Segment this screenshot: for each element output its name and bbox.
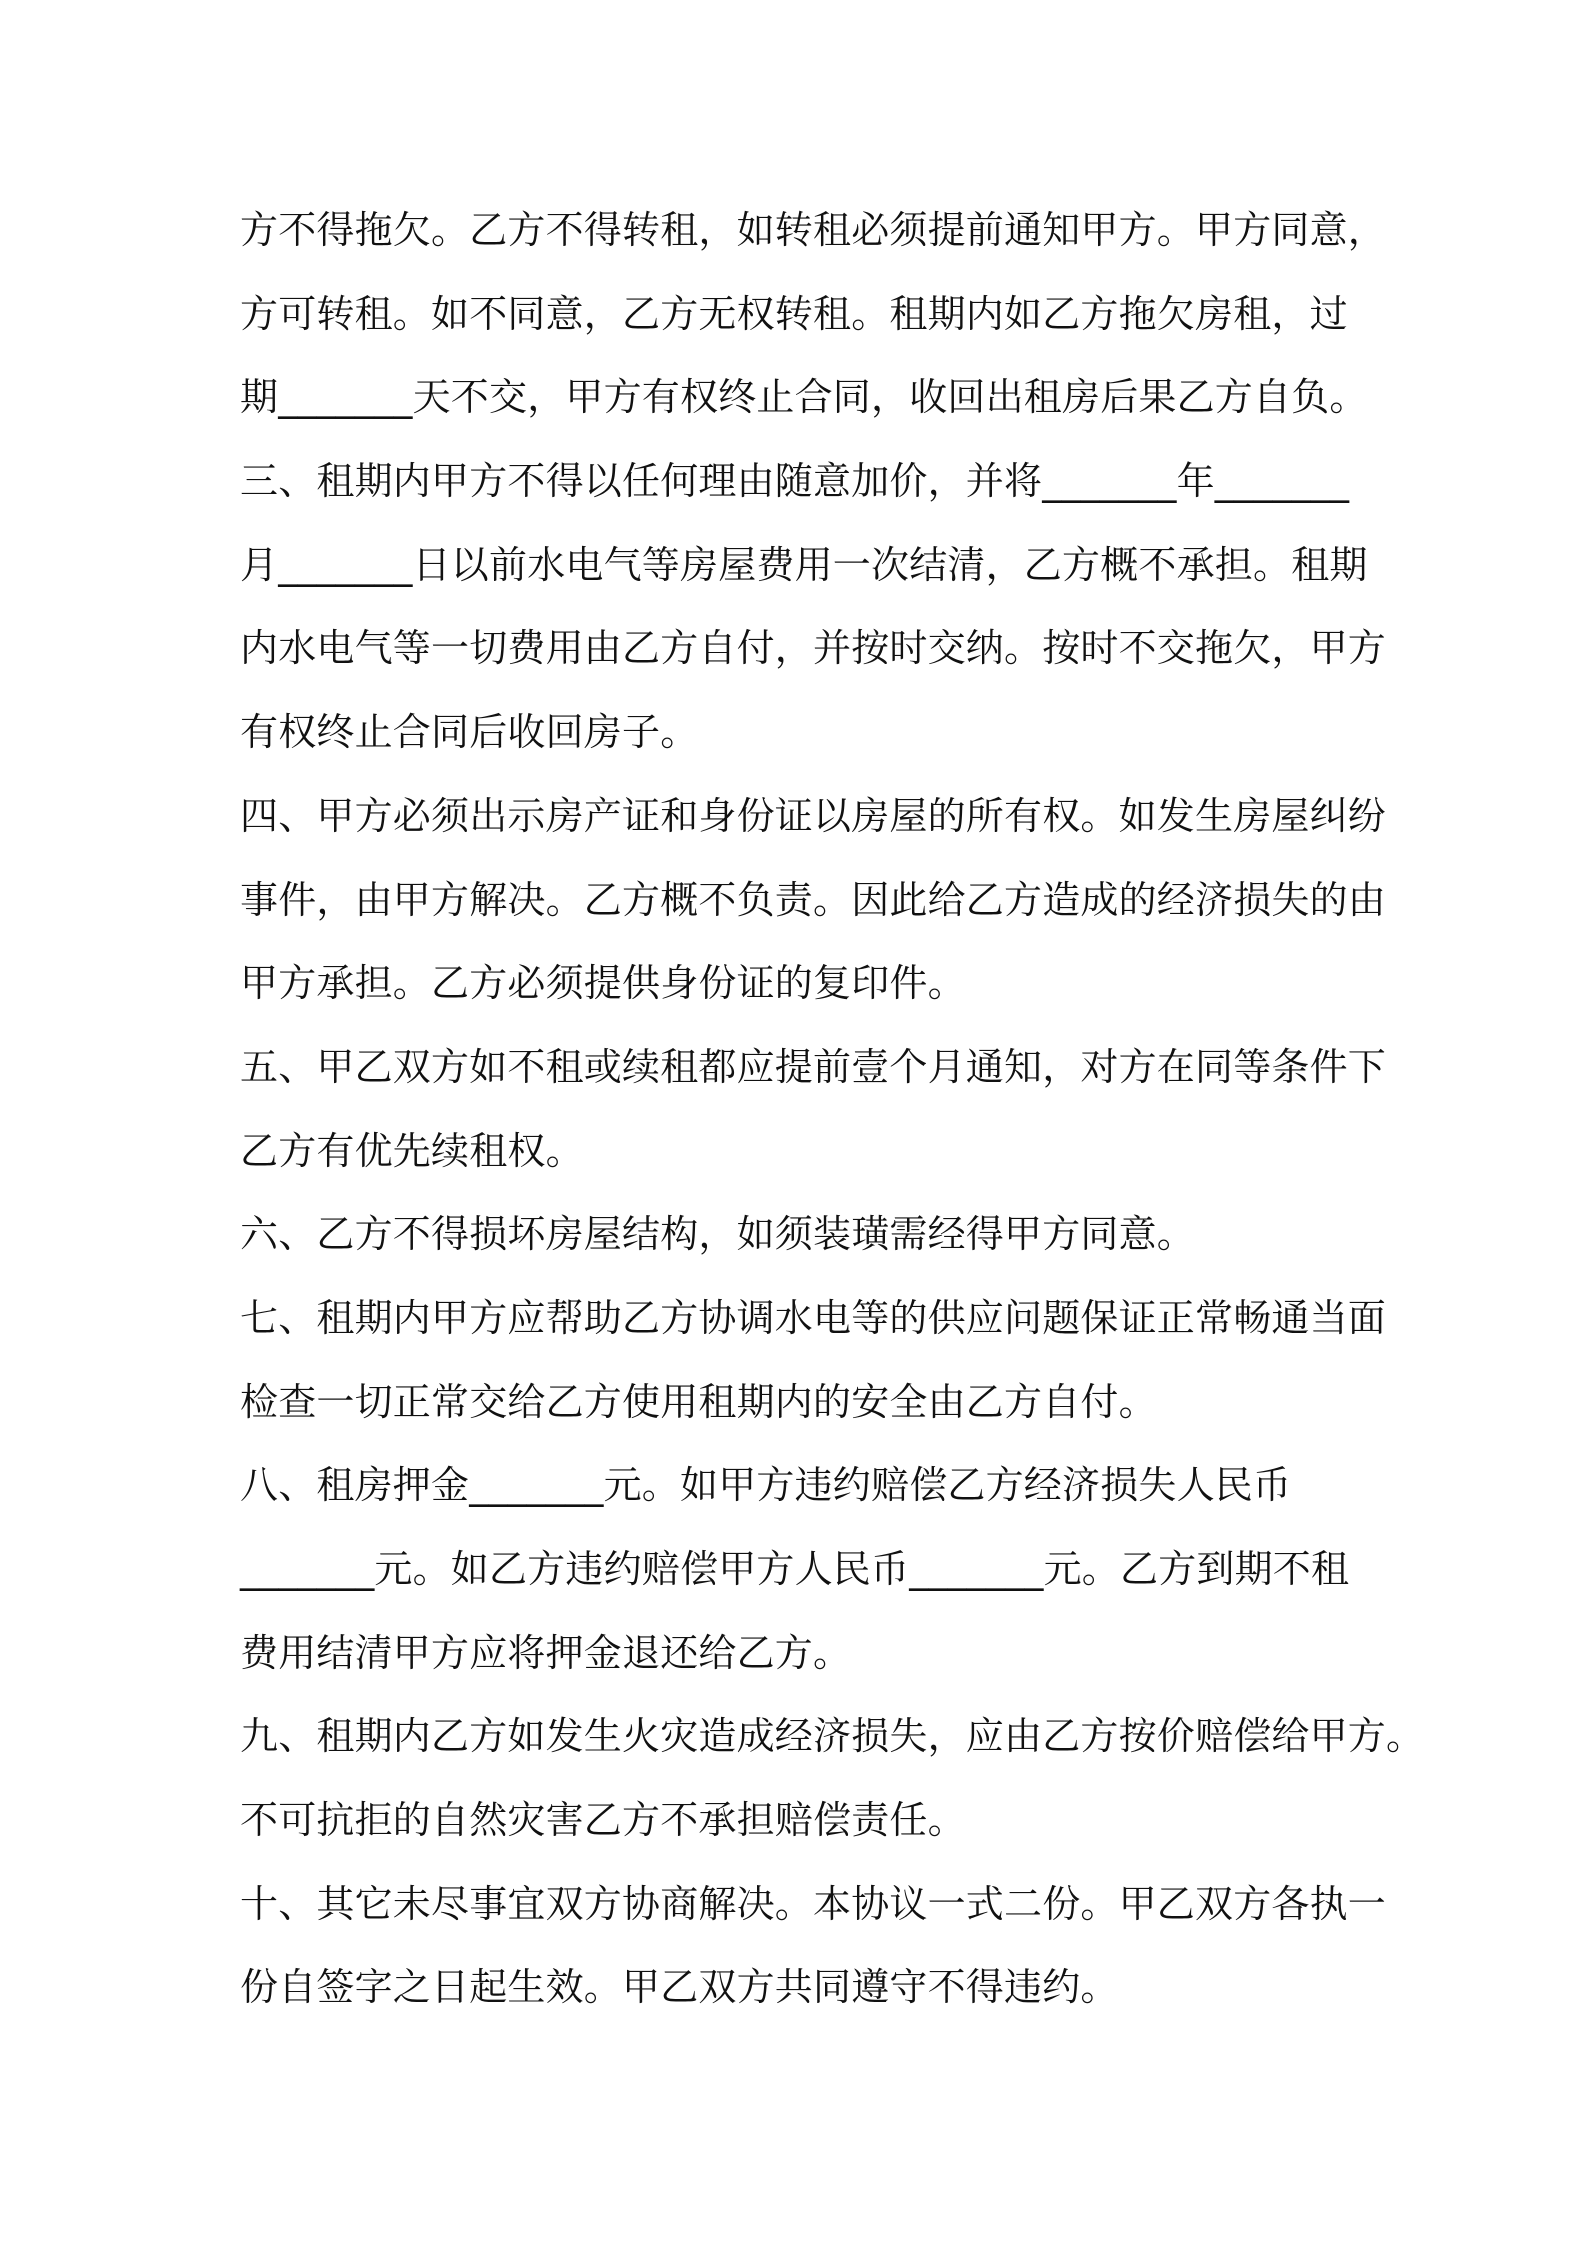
text-line: 甲方承担。乙方必须提供身份证的复印件。 bbox=[240, 961, 966, 1006]
text-line: 期_______天不交，甲方有权终止合同，收回出租房后果乙方自负。 bbox=[240, 375, 1368, 420]
clause-9-line: 九、租期内乙方如发生火灾造成经济损失，应由乙方按价赔偿给甲方。 bbox=[240, 1714, 1425, 1759]
text-line: 月_______日以前水电气等房屋费用一次结清，乙方概不承担。租期 bbox=[240, 542, 1368, 587]
clause-6-line: 六、乙方不得损坏房屋结构，如须装璜需经得甲方同意。 bbox=[240, 1212, 1196, 1257]
text-line: 乙方有优先续租权。 bbox=[240, 1128, 584, 1173]
text-line: 事件，由甲方解决。乙方概不负责。因此给乙方造成的经济损失的由 bbox=[240, 877, 1387, 922]
text-line: 费用结清甲方应将押金退还给乙方。 bbox=[240, 1630, 852, 1675]
text-line: 份自签字之日起生效。甲乙双方共同遵守不得违约。 bbox=[240, 1965, 1119, 2010]
text-line: 内水电气等一切费用由乙方自付，并按时交纳。按时不交拖欠，甲方 bbox=[240, 626, 1387, 671]
clause-7-line: 七、租期内甲方应帮助乙方协调水电等的供应问题保证正常畅通当面 bbox=[240, 1295, 1387, 1340]
text-line: _______元。如乙方违约赔偿甲方人民币_______元。乙方到期不租 bbox=[240, 1547, 1350, 1591]
clause-4-line: 四、甲方必须出示房产证和身份证以房屋的所有权。如发生房屋纠纷 bbox=[240, 793, 1387, 838]
clause-5-line: 五、甲乙双方如不租或续租都应提前壹个月通知，对方在同等条件下 bbox=[240, 1044, 1387, 1089]
text-line: 方可转租。如不同意，乙方无权转租。租期内如乙方拖欠房租，过 bbox=[240, 291, 1348, 336]
contract-text bbox=[240, 205, 1425, 2046]
clause-3-line: 三、租期内甲方不得以任何理由随意加价，并将_______年_______ bbox=[240, 459, 1350, 504]
clause-10-line: 十、其它未尽事宜双方协商解决。本协议一式二份。甲乙双方各执一 bbox=[240, 1881, 1387, 1926]
text-line: 不可抗拒的自然灾害乙方不承担赔偿责任。 bbox=[240, 1798, 966, 1843]
text-line: 检查一切正常交给乙方使用租期内的安全由乙方自付。 bbox=[240, 1379, 1157, 1424]
text-line: 有权终止合同后收回房子。 bbox=[240, 710, 699, 755]
text-line: 方不得拖欠。乙方不得转租，如转租必须提前通知甲方。甲方同意， bbox=[240, 208, 1387, 252]
clause-8-line: 八、租房押金_______元。如甲方违约赔偿乙方经济损失人民币 bbox=[240, 1463, 1292, 1508]
